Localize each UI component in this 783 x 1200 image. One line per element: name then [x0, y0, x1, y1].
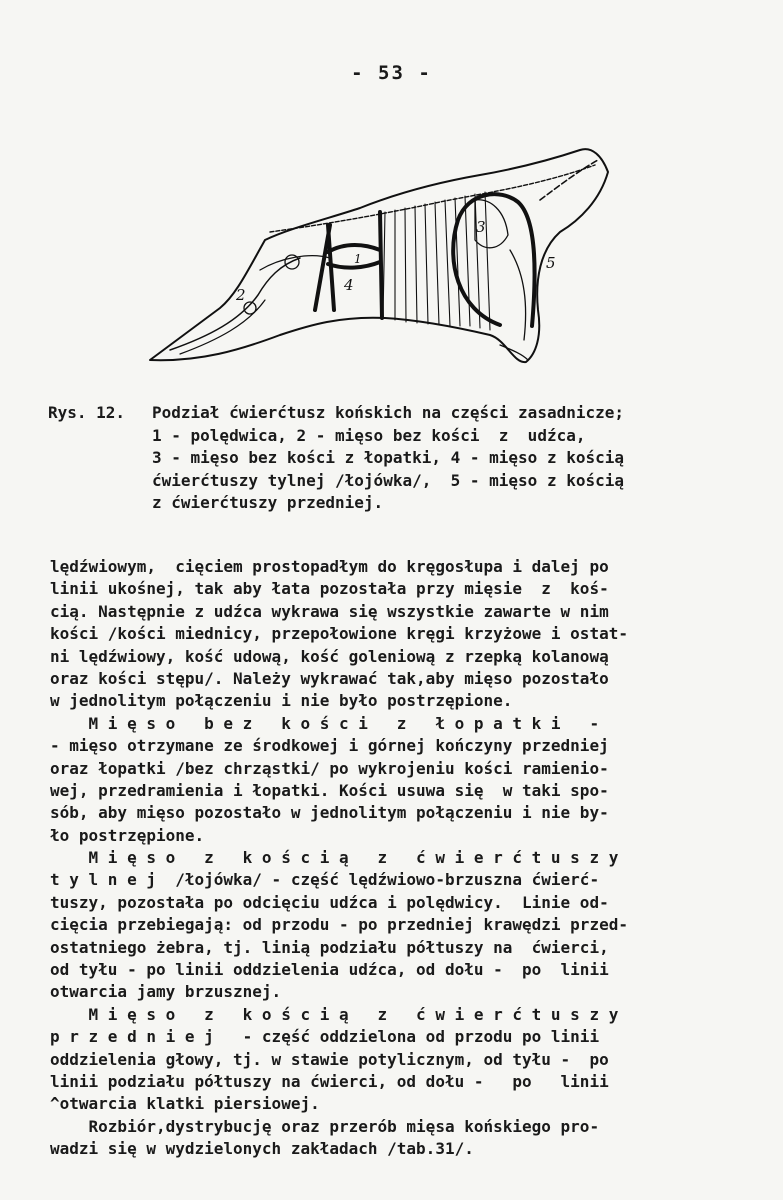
text-line: ^otwarcia klatki piersiowej. [50, 1094, 320, 1114]
text-line: wej, przedramienia i łopatki. Kości usuwa się w taki spo- [50, 780, 609, 800]
figure-label-5: 5 [546, 254, 556, 272]
caption-line: 1 - polędwica, 2 - mięso bez kości z udźca, [152, 425, 586, 445]
caption-label: Rys. 12. [48, 403, 126, 422]
text-line: w jednolitym połączeniu i nie było postrzępione. [50, 691, 513, 711]
caption-line: Podział ćwierćtusz końskich na części zasadnicze; [152, 403, 625, 422]
caption-line: 3 - mięso bez kości z łopatki, 4 - mięso z kością [152, 448, 625, 467]
figure-label-1: 1 [354, 252, 362, 266]
text-line: Rozbiór,dystrybucję oraz przerób mięsa końskiego pro- [50, 1116, 600, 1136]
text-line: p r z e d n i e j - część oddzielona od przodu po linii [50, 1027, 600, 1047]
division-line-2 [315, 225, 330, 310]
text-line: sób, aby mięso pozostało w jednolitym połączeniu i nie by- [50, 803, 609, 823]
caption-line: z ćwierćtuszy przedniej. [152, 493, 384, 512]
section-heading-line: M i ę s o b e z k o ś c i z ł o p a t k i - [50, 713, 600, 733]
text-line: ostatniego żebra, tj. linią podziału półtuszy na ćwierci, [50, 937, 609, 957]
figure-label-3: 3 [476, 218, 486, 236]
text-line: linii ukośnej, tak aby łata pozostała przy mięsie z koś- [50, 579, 609, 599]
text-line: oraz łopatki /bez chrząstki/ po wykrojeniu kości ramienio- [50, 758, 609, 778]
text-line: ni lędźwiowy, kość udową, kość goleniową z rzepką kolanową [50, 646, 609, 666]
page-number: - 53 - [351, 62, 432, 84]
text-line: cią. Następnie z udźca wykrawa się wszystkie zawarte w nim [50, 601, 609, 621]
text-line: linii podziału półtuszy na ćwierci, od dołu - po linii [50, 1071, 609, 1091]
text-line: - mięso otrzymane ze środkowej i górnej kończyny przedniej [50, 736, 609, 756]
text-line: oddzielenia głowy, tj. w stawie potylicznym, od tyłu - po [50, 1049, 609, 1069]
text-line: wadzi się w wydzielonych zakładach /tab.31/. [50, 1139, 474, 1159]
division-line-4 [328, 245, 380, 252]
horse-carcass-diagram [140, 140, 620, 380]
text-line: oraz kości stępu/. Należy wykrawać tak,aby mięso pozostało [50, 668, 609, 688]
section-heading-line: M i ę s o z k o ś c i ą z ć w i e r ć t u s z y [50, 848, 619, 868]
caption-line: ćwierćtuszy tylnej /łojówka/, 5 - mięso z kością [152, 470, 625, 490]
figure-label-2: 2 [236, 286, 246, 304]
text-line: tuszy, pozostała po odcięciu udźca i polędwicy. Linie od- [50, 892, 609, 912]
body-text [50, 556, 713, 1161]
section-heading-line: M i ę s o z k o ś c i ą z ć w i e r ć t u s z y [50, 1004, 619, 1024]
text-line: kości /kości miednicy, przepołowione kręgi krzyżowe i ostat- [50, 624, 628, 644]
division-line-3 [380, 212, 382, 318]
text-line: od tyłu - po linii oddzielenia udźca, od dołu - po linii [50, 960, 609, 980]
text-line: otwarcia jamy brzusznej. [50, 982, 282, 1002]
figure-label-4: 4 [344, 276, 354, 294]
text-line: t y l n e j /łojówka/ - część lędźwiowo-brzuszna ćwierć- [50, 870, 600, 890]
text-line: ło postrzępione. [50, 825, 205, 845]
text-line: lędźwiowym, cięciem prostopadłym do kręgosłupa i dalej po [50, 557, 609, 576]
text-line: cięcia przebiegają: od przodu - po przedniej krawędzi przed- [50, 915, 628, 935]
